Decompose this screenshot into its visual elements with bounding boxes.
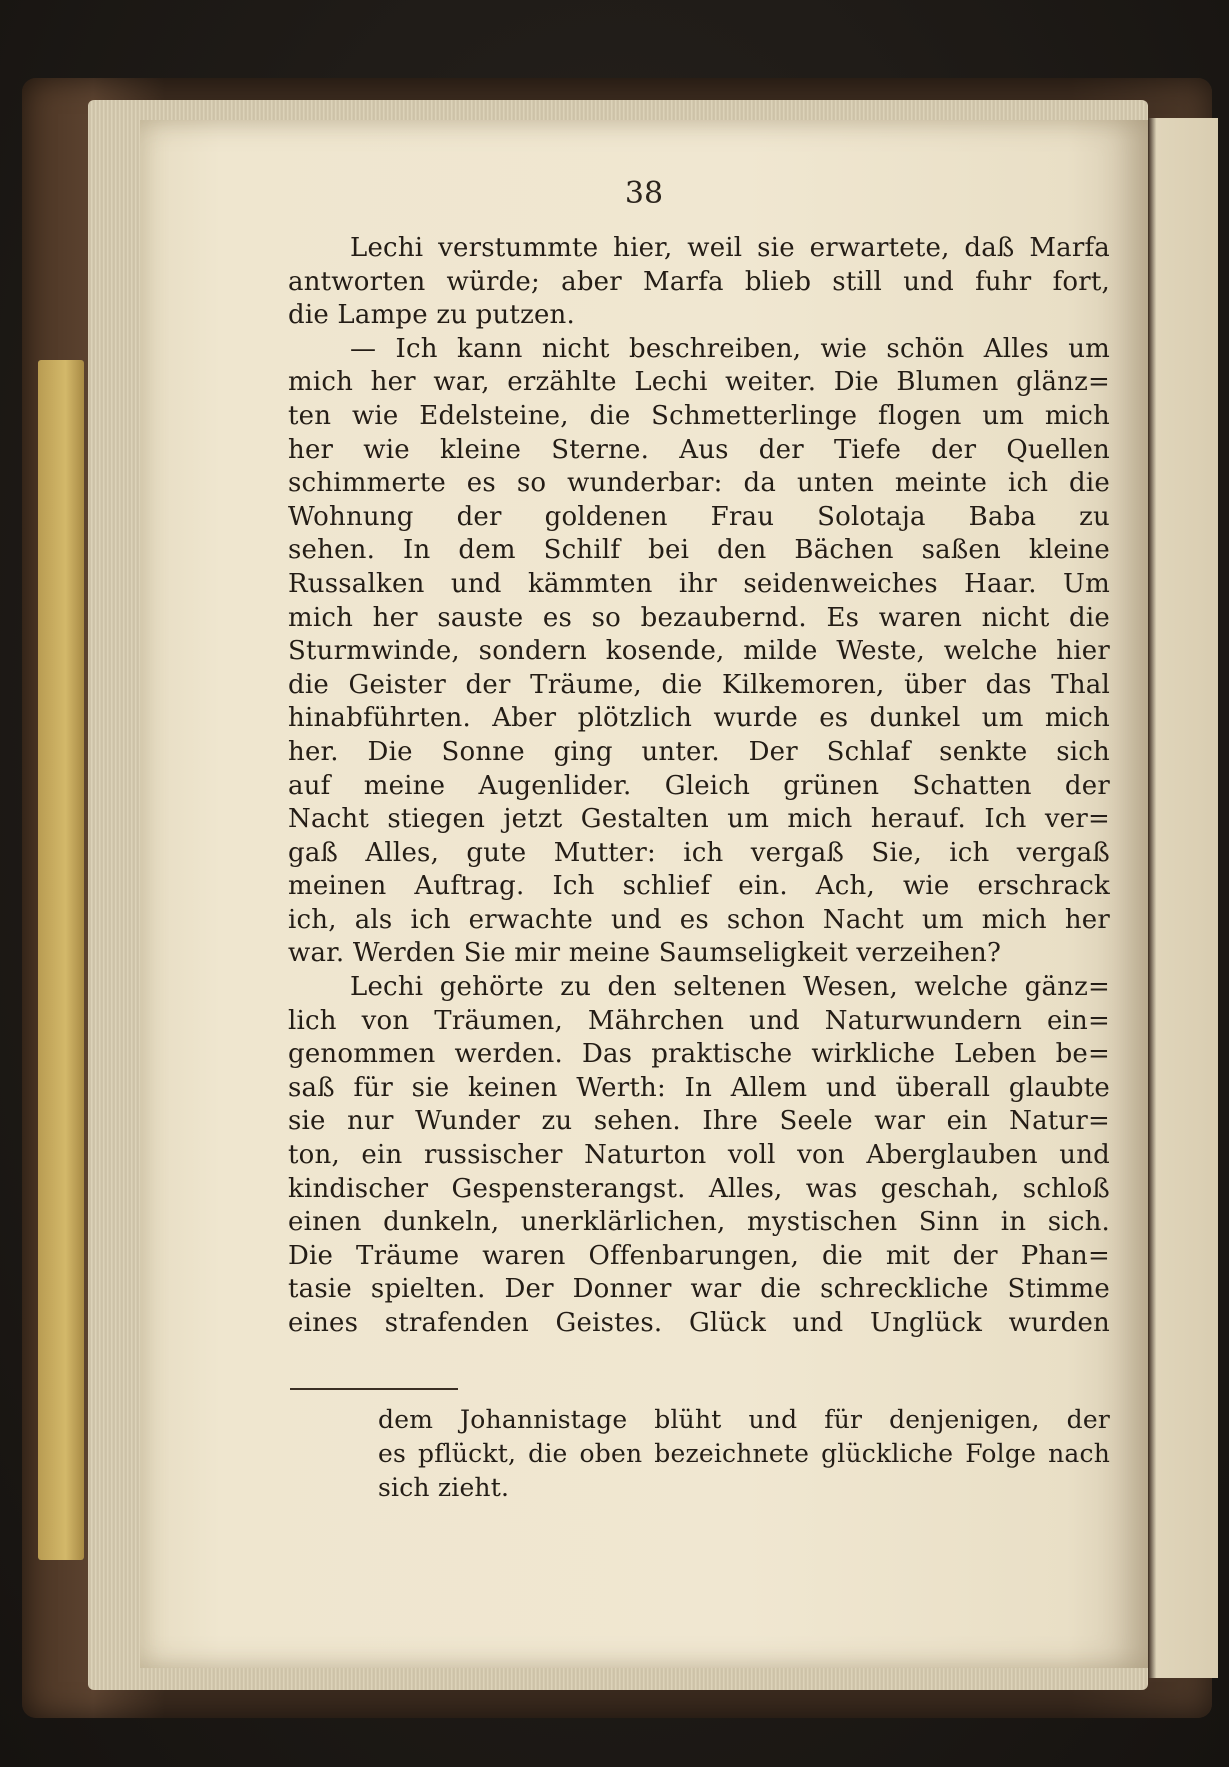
- text-line: saß für sie keinen Werth: In Allem und überall glaubte: [288, 1072, 1110, 1103]
- text-line: gaß Alles, gute Mutter: ich vergaß Sie, ich vergaß: [288, 837, 1110, 868]
- text-line: — Ich kann nicht beschreiben, wie schön Alles um: [350, 333, 1110, 364]
- text-line: sie nur Wunder zu sehen. Ihre Seele war ein Natur=: [288, 1106, 1110, 1137]
- text-line: kindischer Gespensterangst. Alles, was geschah, schloß: [288, 1173, 1110, 1204]
- text-line: schimmerte es so wunderbar: da unten meinte ich die: [288, 468, 1110, 499]
- text-line: genommen werden. Das praktische wirkliche Leben be=: [288, 1039, 1110, 1070]
- text-line: ton, ein russischer Naturton voll von Aberglauben und: [288, 1140, 1110, 1171]
- text-line: Russalken und kämmten ihr seidenweiches Haar. Um: [288, 568, 1110, 599]
- text-line: war. Werden Sie mir meine Saumseligkeit verzeihen?: [288, 938, 1002, 969]
- text-line: die Lampe zu putzen.: [288, 300, 575, 331]
- text-line: sehen. In dem Schilf bei den Bächen saßen kleine: [288, 535, 1110, 566]
- text-line: mich her war, erzählte Lechi weiter. Die Blumen glänz=: [288, 367, 1110, 398]
- text-line: meinen Auftrag. Ich schlief ein. Ach, wie erschrack: [288, 871, 1110, 902]
- footnote-rule: [290, 1388, 458, 1390]
- text-line: Wohnung der goldenen Frau Solotaja Baba zu: [288, 501, 1110, 532]
- text-line: Sturmwinde, sondern kosende, milde Weste, welche hier: [288, 636, 1110, 667]
- text-line: Die Träume waren Offenbarungen, die mit der Phan=: [288, 1240, 1110, 1271]
- facing-page-edge: [1148, 118, 1218, 1678]
- body-text: [288, 232, 1110, 1341]
- text-line: her wie kleine Sterne. Aus der Tiefe der Quellen: [288, 434, 1110, 465]
- text-line: ten wie Edelsteine, die Schmetterlinge flogen um mich: [288, 400, 1110, 431]
- text-line: eines strafenden Geistes. Glück und Unglück wurden: [288, 1308, 1110, 1338]
- text-line: antworten würde; aber Marfa blieb still und fuhr fort,: [288, 266, 1110, 297]
- text-line: Lechi verstummte hier, weil sie erwartete, daß Marfa: [350, 233, 1110, 263]
- text-line: mich her sauste es so bezaubernd. Es waren nicht die: [288, 602, 1110, 633]
- page-number: 38: [624, 176, 664, 211]
- footnote-line: sich zieht.: [378, 1473, 510, 1502]
- text-line: die Geister der Träume, die Kilkemoren, über das Thal: [288, 669, 1110, 700]
- text-line: einen dunkeln, unerklärlichen, mystischen Sinn in sich.: [288, 1207, 1110, 1238]
- text-line: her. Die Sonne ging unter. Der Schlaf senkte sich: [288, 736, 1110, 767]
- footnote-line: es pflückt, die oben bezeichnete glückliche Folge nach: [378, 1439, 1110, 1468]
- text-line: lich von Träumen, Mährchen und Naturwundern ein=: [288, 1005, 1110, 1036]
- footnote: [378, 1403, 1110, 1505]
- text-line: hinabführten. Aber plötzlich wurde es dunkel um mich: [288, 703, 1110, 734]
- text-line: auf meine Augenlider. Gleich grünen Schatten der: [288, 770, 1110, 801]
- footnote-line: dem Johannistage blüht und für denjenigen, der: [378, 1405, 1110, 1434]
- bookmark-strip: [38, 360, 84, 1560]
- text-line: tasie spielten. Der Donner war die schreckliche Stimme: [288, 1274, 1110, 1305]
- text-line: Nacht stiegen jetzt Gestalten um mich herauf. Ich ver=: [288, 804, 1110, 835]
- text-line: Lechi gehörte zu den seltenen Wesen, welche gänz=: [350, 972, 1110, 1003]
- text-line: ich, als ich erwachte und es schon Nacht um mich her: [288, 904, 1110, 935]
- book-page: [140, 120, 1148, 1668]
